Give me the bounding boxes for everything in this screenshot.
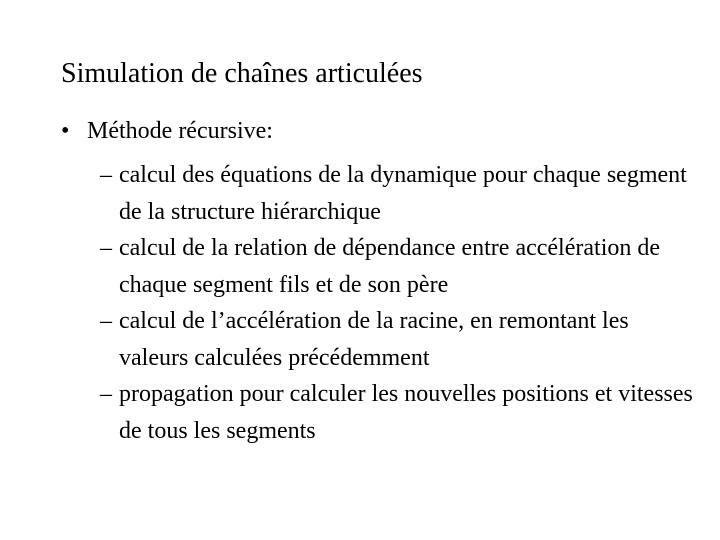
bullet-marker: •: [61, 118, 70, 144]
sub-bullet-text: calcul de la relation de dépendance entre accélération de chaque segment fils et de son père: [119, 235, 661, 298]
sub-bullet-item: [100, 230, 700, 303]
sub-bullet-item: [100, 303, 700, 376]
sub-bullet-item: [100, 376, 700, 449]
slide-title: Simulation de chaînes articulées: [61, 58, 423, 89]
sub-bullet-list: [100, 157, 700, 449]
sub-bullet-text: calcul de l’accélération de la racine, en remontant les valeurs calculées précédemment: [119, 308, 629, 371]
sub-bullet-item: [100, 157, 700, 230]
sub-bullet-dash: –: [100, 381, 112, 407]
bullet-text: Méthode récursive:: [87, 118, 273, 144]
sub-bullet-dash: –: [100, 162, 112, 188]
sub-bullet-dash: –: [100, 308, 112, 334]
sub-bullet-dash: –: [100, 235, 112, 261]
sub-bullet-text: calcul des équations de la dynamique pour chaque segment de la structure hiérarchique: [119, 162, 687, 225]
sub-bullet-text: propagation pour calculer les nouvelles positions et vitesses de tous les segments: [119, 381, 693, 444]
bullet-item: [61, 116, 273, 146]
